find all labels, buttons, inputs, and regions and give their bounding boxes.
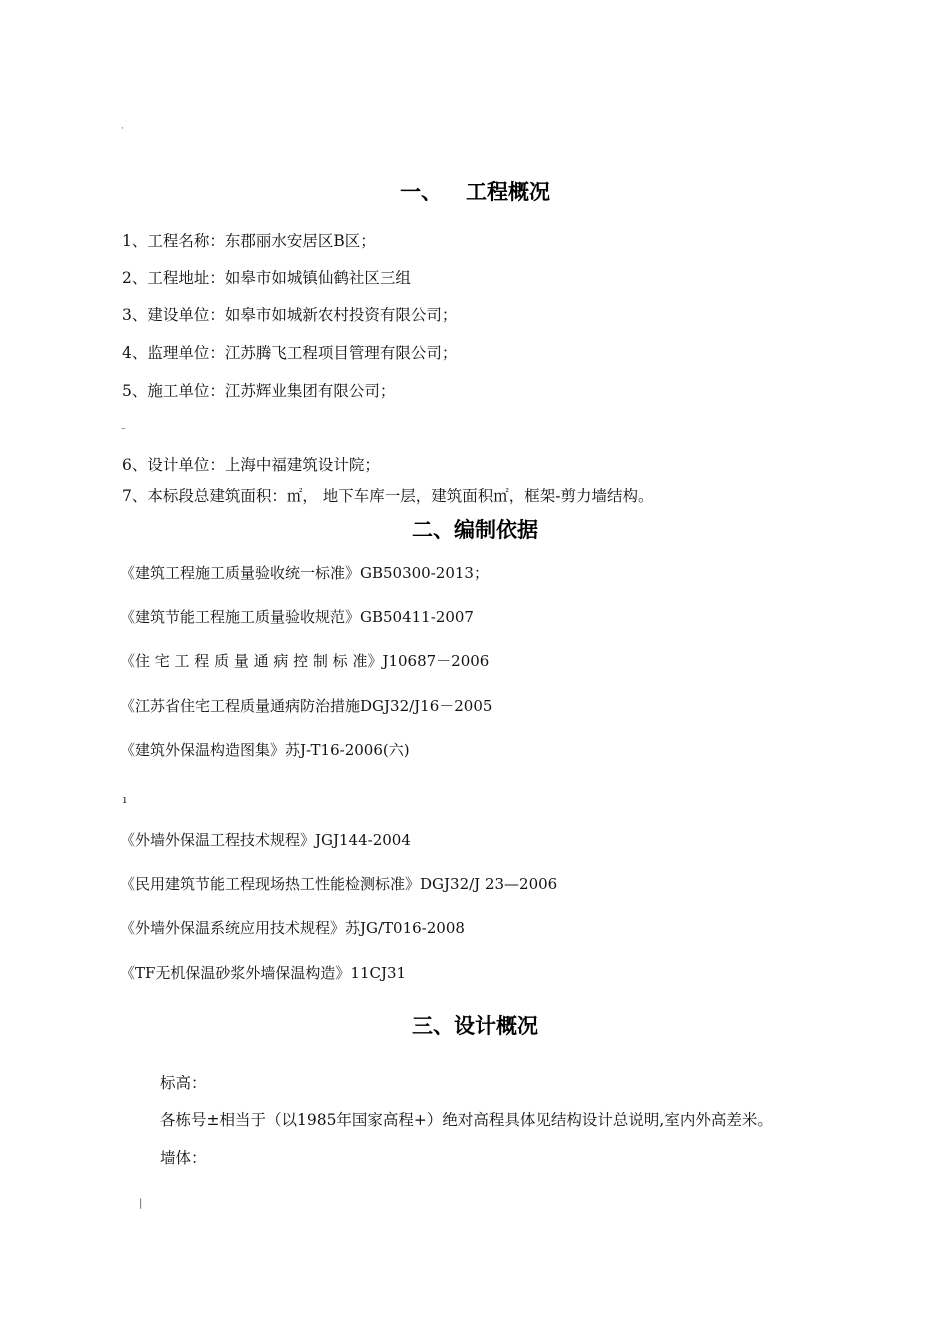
project-address-line: 2、工程地址：如皋市如城镇仙鹤社区三组 — [122, 269, 411, 287]
construction-unit-line: 5、施工单位：江苏辉业集团有限公司； — [122, 382, 396, 400]
dash-mark: – — [121, 424, 126, 434]
section-1-number: 一、 — [400, 180, 442, 204]
reference-item: 《外墙外保温系统应用技术规程》苏JG/T016-2008 — [120, 919, 465, 937]
section-1-title: 工程概况 — [466, 180, 550, 204]
bottom-bar-mark: | — [139, 1198, 143, 1209]
reference-item: 《建筑节能工程施工质量验收规范》GB50411-2007 — [120, 608, 474, 626]
reference-item: 《建筑工程施工质量验收统一标准》GB50300-2013； — [120, 564, 489, 582]
reference-item: 《TF无机保温砂浆外墙保温构造》11CJ31 — [120, 964, 407, 982]
project-name-line: 1、工程名称：东郡丽水安居区B区； — [122, 232, 376, 250]
reference-item: 《外墙外保温工程技术规程》JGJ144-2004 — [120, 831, 411, 849]
stray-glyph-mark: ı — [123, 793, 127, 806]
reference-item: 《住 宅 工 程 质 量 通 病 控 制 标 准》J10687－2006 — [120, 652, 490, 670]
elevation-description: 各栋号±相当于（以1985年国家高程+）绝对高程具体见结构设计总说明,室内外高差米。 — [160, 1111, 773, 1129]
reference-item: 《民用建筑节能工程现场热工性能检测标准》DGJ32/J 23—2006 — [120, 875, 558, 893]
top-dot-mark: · — [121, 124, 124, 134]
wall-label: 墙体： — [160, 1149, 207, 1167]
elevation-label: 标高： — [160, 1074, 207, 1092]
section-3-heading: 三、设计概况 — [412, 1014, 538, 1038]
owner-unit-line: 3、建设单位：如皋市如城新农村投资有限公司； — [122, 306, 458, 324]
supervision-unit-line: 4、监理单位：江苏腾飞工程项目管理有限公司； — [122, 344, 458, 362]
section-2-heading: 二、编制依据 — [412, 518, 538, 542]
reference-item: 《江苏省住宅工程质量通病防治措施DGJ32/J16－2005 — [120, 697, 493, 715]
design-unit-line: 6、设计单位：上海中福建筑设计院； — [122, 456, 380, 474]
reference-item: 《建筑外保温构造图集》苏J-T16-2006(六) — [120, 741, 410, 759]
section-1-heading — [0, 176, 950, 206]
building-area-line: 7、本标段总建筑面积：㎡， 地下车库一层，建筑面积㎡，框架-剪力墙结构。 — [122, 487, 654, 505]
